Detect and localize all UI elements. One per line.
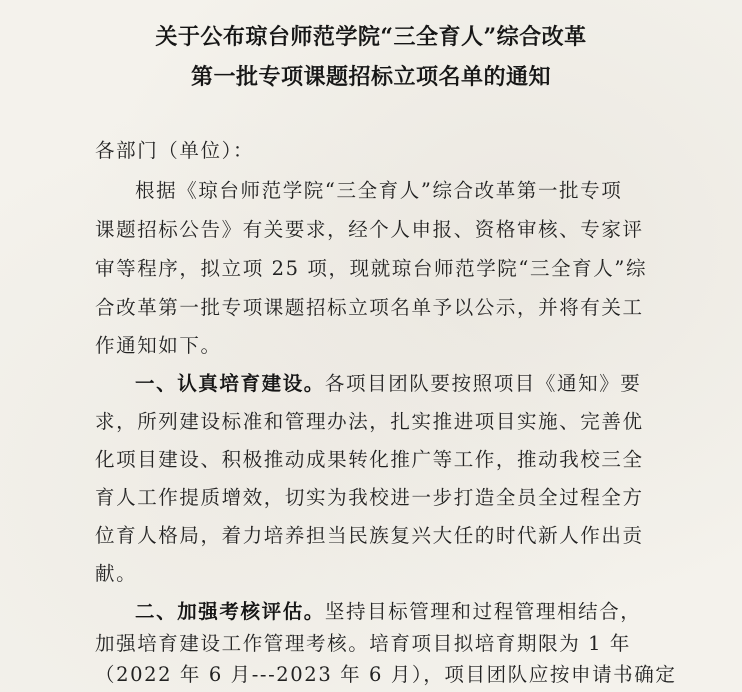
- section-1-line-6: 献。: [95, 562, 138, 585]
- paragraph-1-line-3: 审等程序，拟立项 25 项，现就琼台师范学院“三全育人”综: [95, 257, 648, 280]
- section-1-line-1: 各项目团队要按照项目《通知》要: [324, 372, 642, 395]
- section-2-heading: 二、加强考核评估。: [135, 600, 325, 623]
- document-title-line-1: 关于公布琼台师范学院“三全育人”综合改革: [155, 24, 587, 50]
- paragraph-1-line-2: 课题招标公告》有关要求，经个人申报、资格审核、专家评: [95, 218, 644, 241]
- section-1-line-4: 育人工作提质增效，切实为我校进一步打造全员全过程全方: [95, 486, 644, 509]
- section-1-first-line: [135, 370, 641, 398]
- section-2-line-1: 坚持目标管理和过程管理相结合，: [324, 600, 642, 623]
- document-title-line-2: 第一批专项课题招标立项名单的通知: [190, 64, 551, 90]
- section-1-line-3: 化项目建设、积极推动成果转化推广等工作，推动我校三全: [95, 448, 644, 471]
- section-1-line-2: 求，所列建设标准和管理办法，扎实推进项目实施、完善优: [95, 410, 644, 433]
- paragraph-1-line-1: 根据《琼台师范学院“三全育人”综合改革第一批专项: [135, 179, 623, 202]
- section-2-line-3: （2022 年 6 月---2023 年 6 月），项目团队应按申请书确定: [95, 663, 677, 686]
- paragraph-1-line-4: 合改革第一批专项课题招标立项名单予以公示，并将有关工: [95, 296, 644, 319]
- section-1-heading: 一、认真培育建设。: [135, 372, 325, 395]
- paragraph-1-line-5: 作通知如下。: [95, 334, 222, 357]
- section-2-line-2: 加强培育建设工作管理考核。培育项目拟培育期限为 1 年: [95, 632, 632, 655]
- section-2-first-line: [135, 598, 641, 626]
- salutation: 各部门（单位）：: [95, 139, 255, 162]
- section-1-line-5: 位育人格局，着力培养担当民族复兴大任的时代新人作出贡: [95, 524, 644, 547]
